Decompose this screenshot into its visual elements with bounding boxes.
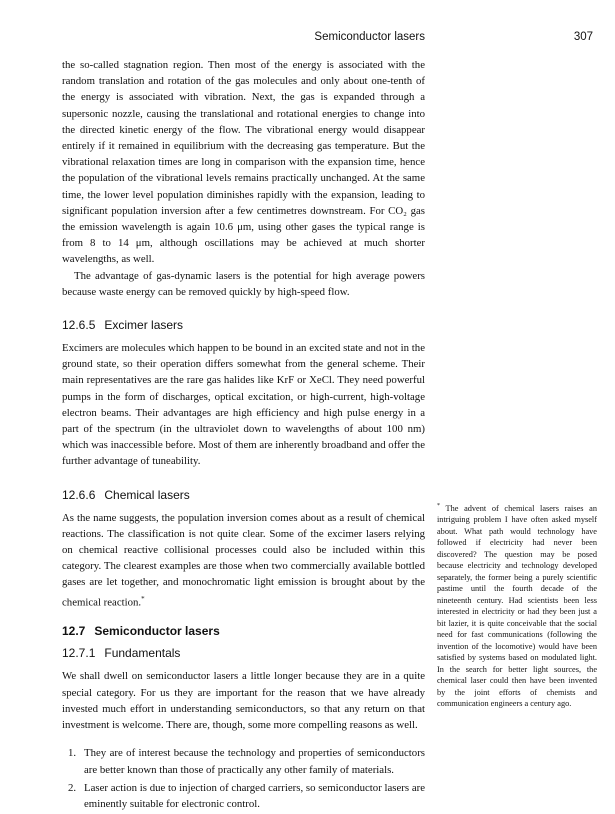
main-text-column (62, 57, 425, 814)
paragraph-gas-dynamic-continued: the so-called stagnation region. Then most of the energy is associated with the random translation and rotation of the gas molecules and only about one-tenth of the energy is associated with vibration. Next, the gas is expanded through a supersonic nozzle, causing the translational and rotational energies to change into the directed kinetic energy of the flow. The vibrational energy would disappear entirely if it remained in equilibrium with the decreasing gas temperature. But the vibrational relaxation times are long in comparison with the expansion time, hence the population of the vibrational levels remains practically unchanged. At the same time, the lower level population diminishes rapidly with the expansion, leading to significant population inversion after a few centimetres downstream. For CO₂ gas the emission wavelength is again 10.6 μm, using other gases the typical range is from 8 to 14 μm, although oscillations may be achieved at much shorter wavelengths, as well. (62, 59, 425, 266)
section-title: Fundamentals (104, 646, 181, 661)
page-number: 307 (573, 31, 593, 43)
section-heading-semiconductor (62, 624, 425, 638)
section-number: 12.7 (62, 624, 86, 639)
paragraph-chemical (62, 510, 425, 611)
section-title: Excimer lasers (104, 318, 184, 333)
paragraph-excimer: Excimers are molecules which happen to be bound in an excited state and not in the ground state, so their operation differs somewhat from the general scheme. Their main representatives are the rare gas halides like KrF or XeCl. They need powerful pumps in the form of discharges, optical excitation, or high-current, high-voltage electron beams. Their advantages are high efficiency and high pulse energy in a part of the spectrum (in the ultraviolet down to wavelengths of about 100 nm) which was inaccessible before. Most of them are inherently broadband and offer the further advantage of tuneability. (62, 342, 425, 468)
footnote-reference[interactable]: * (141, 594, 145, 603)
section-number: 12.6.5 (62, 318, 96, 333)
paragraph-fundamentals: We shall dwell on semiconductor lasers a little longer because they are in a quite special category. For us they are important for the reason that we have already invested much effort in understanding semiconductors, so that any return on that investment is welcome. There are, though, some more compelling reasons as well. (62, 670, 425, 732)
section-number: 12.7.1 (62, 646, 96, 661)
paragraph-gas-dynamic-advantage: The advantage of gas-dynamic lasers is the potential for high average powers because waste energy can be removed quickly by high-speed flow. (62, 269, 425, 298)
footnote (437, 501, 597, 710)
list-item-text: They are of interest because the technology and properties of semiconductors are better known than those of practically any other family of materials. (84, 747, 425, 776)
reasons-list (62, 745, 425, 812)
list-marker: 1. (68, 747, 77, 760)
section-heading-excimer (62, 318, 425, 332)
list-item (62, 780, 425, 812)
list-marker: 2. (68, 781, 77, 794)
section-title: Semiconductor lasers (94, 624, 220, 639)
section-title: Chemical lasers (104, 487, 190, 502)
section-heading-chemical (62, 488, 425, 502)
list-item-text: Laser action is due to injection of charged carriers, so semiconductor lasers are eminently suitable for electronic control. (84, 781, 425, 810)
footnote-mark: * (437, 503, 440, 509)
running-title: Semiconductor lasers (314, 31, 425, 43)
section-heading-fundamentals (62, 646, 425, 660)
list-item (62, 745, 425, 777)
section-number: 12.6.6 (62, 487, 96, 502)
paragraph-chemical-text: As the name suggests, the population inversion comes about as a result of chemical reactions. The classification is not quite clear. Some of the excimer lasers relying on chemical reactive collisional processes could also be included within this category. The clearest examples are those when two commercially available bottled gases are let together, and monochromatic light emission is brought about by the chemical reaction. (62, 511, 425, 609)
footnote-text: The advent of chemical lasers raises an intriguing problem I have often asked myself about. What path would technology have followed if electricity had never been discovered? The question may be posed because electricity and technology developed separately, the former being a purely scientific pastime until the fourth decade of the nineteenth century. Had scientists been less interested in electricity or had they been just a bit lazier, it is quite conceivable that the social need for fast communications (following the invention of the locomotive) would have been satisfied by systems based on modulated light. In the search for better light sources, the chemical laser could then have been invented by the joint efforts of chemists and communication engineers a century ago. (437, 503, 597, 709)
running-head (0, 27, 615, 45)
